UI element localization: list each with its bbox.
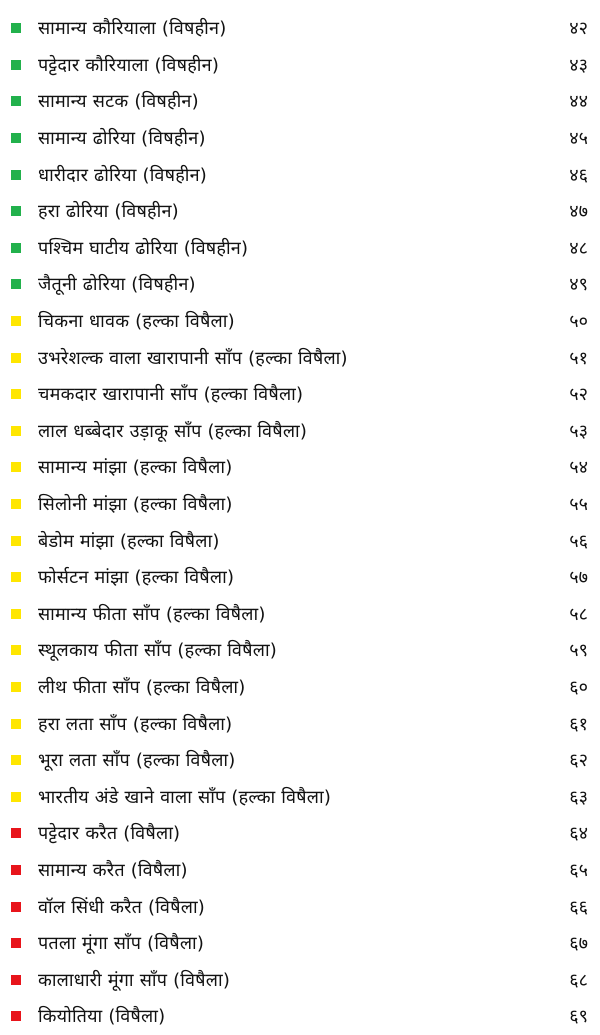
category-square-icon bbox=[11, 170, 21, 180]
page-number: ६३ bbox=[569, 786, 588, 808]
page-number: ५८ bbox=[569, 603, 588, 625]
entry-title: पट्टेदार कौरियाला (विषहीन) bbox=[38, 54, 220, 76]
category-square-icon bbox=[11, 902, 21, 912]
page-number: ४६ bbox=[569, 164, 588, 186]
page-number: ६८ bbox=[569, 969, 588, 991]
category-square-icon bbox=[11, 96, 21, 106]
list-item[interactable] bbox=[0, 303, 600, 340]
list-item[interactable] bbox=[0, 376, 600, 413]
list-item[interactable] bbox=[0, 961, 600, 998]
category-square-icon bbox=[11, 133, 21, 143]
category-square-icon bbox=[11, 536, 21, 546]
list-item[interactable] bbox=[0, 83, 600, 120]
entry-title: भारतीय अंडे खाने वाला साँप (हल्का विषैला) bbox=[38, 786, 332, 808]
entry-title: बेडोम मांझा (हल्का विषैला) bbox=[38, 530, 220, 552]
category-square-icon bbox=[11, 243, 21, 253]
category-square-icon bbox=[11, 316, 21, 326]
entry-title: चिकना धावक (हल्का विषैला) bbox=[38, 311, 235, 333]
category-square-icon bbox=[11, 609, 21, 619]
list-item[interactable] bbox=[0, 10, 600, 47]
page-number: ४२ bbox=[569, 18, 588, 40]
entry-title: फोर्सटन मांझा (हल्का विषैला) bbox=[38, 567, 235, 589]
entry-title: स्थूलकाय फीता साँप (हल्का विषैला) bbox=[38, 640, 278, 662]
category-square-icon bbox=[11, 572, 21, 582]
page-number: ६६ bbox=[569, 896, 588, 918]
table-of-contents bbox=[0, 10, 600, 1035]
list-item[interactable] bbox=[0, 998, 600, 1035]
category-square-icon bbox=[11, 792, 21, 802]
entry-title: पश्चिम घाटीय ढोरिया (विषहीन) bbox=[38, 237, 249, 259]
list-item[interactable] bbox=[0, 852, 600, 889]
list-item[interactable] bbox=[0, 815, 600, 852]
page-number: ४५ bbox=[569, 128, 588, 150]
list-item[interactable] bbox=[0, 413, 600, 450]
page-number: ६२ bbox=[569, 750, 588, 772]
list-item[interactable] bbox=[0, 888, 600, 925]
category-square-icon bbox=[11, 279, 21, 289]
page-number: ६९ bbox=[569, 1006, 588, 1028]
page-number: ६० bbox=[569, 676, 588, 698]
list-item[interactable] bbox=[0, 339, 600, 376]
entry-title: सामान्य सटक (विषहीन) bbox=[38, 91, 199, 113]
entry-title: कालाधारी मूंगा साँप (विषैला) bbox=[38, 969, 231, 991]
list-item[interactable] bbox=[0, 120, 600, 157]
entry-title: भूरा लता साँप (हल्का विषैला) bbox=[38, 750, 236, 772]
page-number: ५५ bbox=[569, 494, 588, 516]
entry-title: लीथ फीता साँप (हल्का विषैला) bbox=[38, 676, 246, 698]
category-square-icon bbox=[11, 353, 21, 363]
entry-title: पतला मूंगा साँप (विषैला) bbox=[38, 933, 205, 955]
list-item[interactable] bbox=[0, 449, 600, 486]
entry-title: चमकदार खारापानी साँप (हल्का विषैला) bbox=[38, 384, 304, 406]
page-number: ५१ bbox=[569, 347, 588, 369]
entry-title: लाल धब्बेदार उड़ाकू साँप (हल्का विषैला) bbox=[38, 420, 308, 442]
category-square-icon bbox=[11, 828, 21, 838]
category-square-icon bbox=[11, 975, 21, 985]
page-number: ५३ bbox=[569, 420, 588, 442]
category-square-icon bbox=[11, 682, 21, 692]
page-number: ४९ bbox=[569, 274, 588, 296]
category-square-icon bbox=[11, 389, 21, 399]
page-number: ४७ bbox=[569, 201, 588, 223]
list-item[interactable] bbox=[0, 669, 600, 706]
page-number: ५७ bbox=[569, 567, 588, 589]
entry-title: सिलोनी मांझा (हल्का विषैला) bbox=[38, 494, 233, 516]
entry-title: पट्टेदार करैत (विषैला) bbox=[38, 823, 181, 845]
page-number: ५२ bbox=[569, 384, 588, 406]
entry-title: धारीदार ढोरिया (विषहीन) bbox=[38, 164, 208, 186]
entry-title: सामान्य ढोरिया (विषहीन) bbox=[38, 128, 206, 150]
entry-title: सामान्य फीता साँप (हल्का विषैला) bbox=[38, 603, 266, 625]
list-item[interactable] bbox=[0, 230, 600, 267]
category-square-icon bbox=[11, 426, 21, 436]
category-square-icon bbox=[11, 755, 21, 765]
page-number: ६७ bbox=[569, 933, 588, 955]
list-item[interactable] bbox=[0, 596, 600, 633]
list-item[interactable] bbox=[0, 522, 600, 559]
entry-title: हरा ढोरिया (विषहीन) bbox=[38, 201, 179, 223]
category-square-icon bbox=[11, 645, 21, 655]
category-square-icon bbox=[11, 60, 21, 70]
list-item[interactable] bbox=[0, 486, 600, 523]
list-item[interactable] bbox=[0, 559, 600, 596]
category-square-icon bbox=[11, 865, 21, 875]
page-number: ६४ bbox=[569, 823, 588, 845]
list-item[interactable] bbox=[0, 156, 600, 193]
entry-title: जैतूनी ढोरिया (विषहीन) bbox=[38, 274, 196, 296]
entry-title: सामान्य करैत (विषैला) bbox=[38, 859, 188, 881]
page-number: ५९ bbox=[569, 640, 588, 662]
category-square-icon bbox=[11, 938, 21, 948]
page-number: ६५ bbox=[569, 859, 588, 881]
category-square-icon bbox=[11, 206, 21, 216]
entry-title: सामान्य मांझा (हल्का विषैला) bbox=[38, 457, 233, 479]
page-number: ४३ bbox=[569, 54, 588, 76]
category-square-icon bbox=[11, 719, 21, 729]
entry-title: वॉल सिंधी करैत (विषैला) bbox=[38, 896, 206, 918]
category-square-icon bbox=[11, 23, 21, 33]
list-item[interactable] bbox=[0, 47, 600, 84]
entry-title: उभरेशल्क वाला खारापानी साँप (हल्का विषैला) bbox=[38, 347, 348, 369]
page-number: ६१ bbox=[569, 713, 588, 735]
list-item[interactable] bbox=[0, 778, 600, 815]
category-square-icon bbox=[11, 1011, 21, 1021]
list-item[interactable] bbox=[0, 705, 600, 742]
list-item[interactable] bbox=[0, 925, 600, 962]
page-number: ५० bbox=[569, 311, 588, 333]
page-number: ४४ bbox=[569, 91, 588, 113]
entry-title: कियोतिया (विषैला) bbox=[38, 1006, 166, 1028]
category-square-icon bbox=[11, 462, 21, 472]
entry-title: सामान्य कौरियाला (विषहीन) bbox=[38, 18, 227, 40]
list-item[interactable] bbox=[0, 742, 600, 779]
page-number: ५६ bbox=[569, 530, 588, 552]
list-item[interactable] bbox=[0, 266, 600, 303]
entry-title: हरा लता साँप (हल्का विषैला) bbox=[38, 713, 233, 735]
list-item[interactable] bbox=[0, 193, 600, 230]
page-number: ४८ bbox=[569, 237, 588, 259]
list-item[interactable] bbox=[0, 632, 600, 669]
category-square-icon bbox=[11, 499, 21, 509]
page-number: ५४ bbox=[569, 457, 588, 479]
